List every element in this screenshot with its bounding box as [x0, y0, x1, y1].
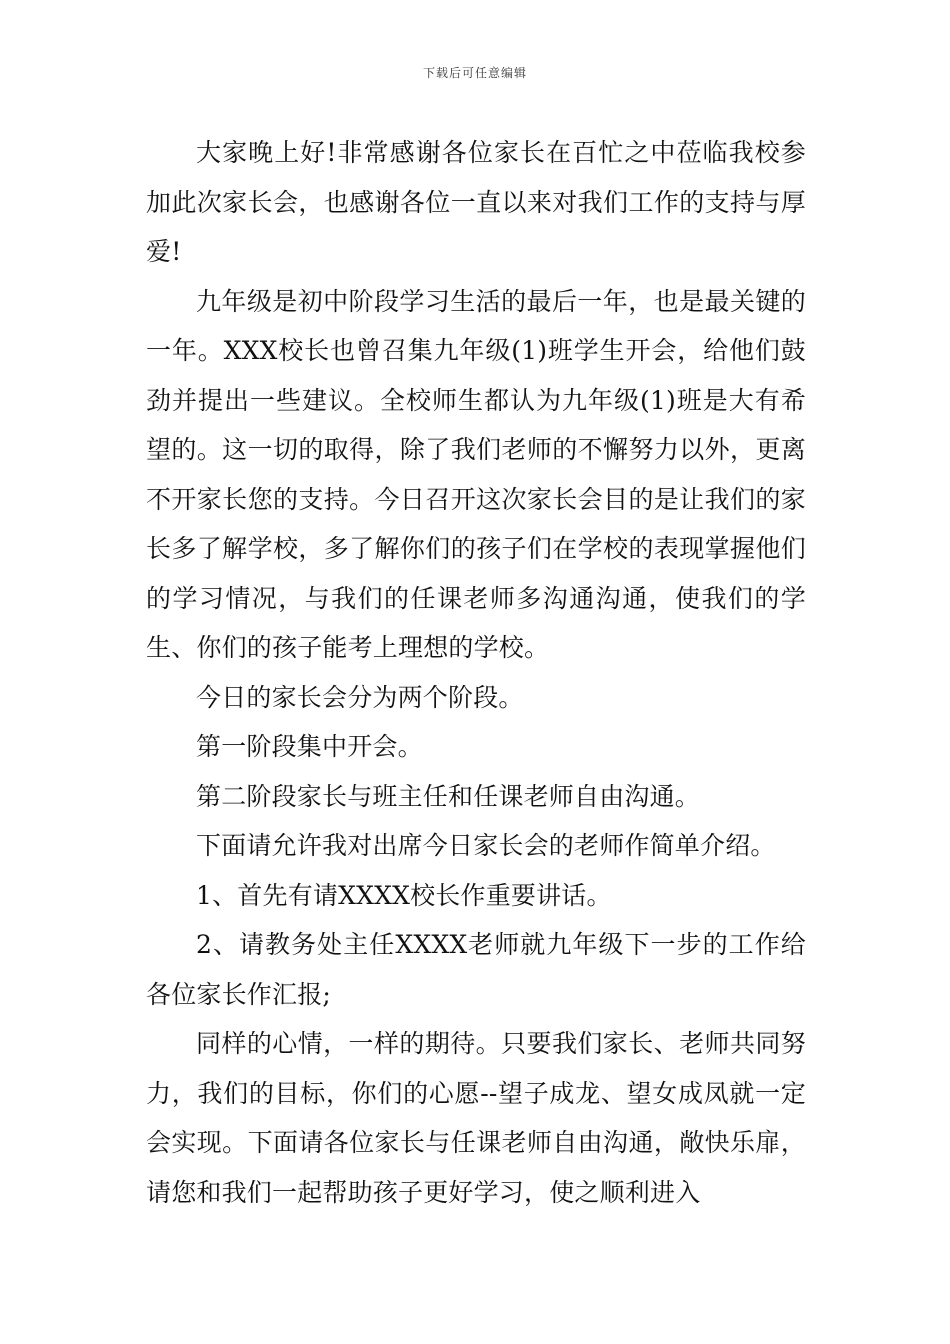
paragraph-teacher-intro: 下面请允许我对出席今日家长会的老师作简单介绍。	[196, 831, 776, 860]
paragraph-stage-two: 第二阶段家长与班主任和任课老师自由沟通。	[196, 781, 701, 811]
paragraph-item-one: 1、首先有请XXXX校长作重要讲话。	[196, 880, 612, 910]
paragraph-greeting: 大家晚上好!非常感谢各位家长在百忙之中莅临我校参加此次家长会，也感谢各位一直以来对我们工作的支持与厚爱!	[146, 138, 806, 266]
page-header-note: 下载后可任意编辑	[422, 66, 527, 80]
document-body	[146, 128, 806, 1217]
paragraph-meeting-stages: 今日的家长会分为两个阶段。	[196, 682, 524, 712]
paragraph-grade-nine: 九年级是初中阶段学习生活的最后一年，也是最关键的一年。XXX校长也曾召集九年级(1)班学生开会，给他们鼓劲并提出一些建议。全校师生都认为九年级(1)班是大有希望的。这一切的取得，除了我们老师的不懈努力以外，更离不开家长您的支持。今日召开这次家长会目的是让我们的家长多了解学校，多了解你们的孩子们在学校的表现掌握他们的学习情况，与我们的任课老师多沟通沟通，使我们的学生、你们的孩子能考上理想的学校。	[146, 286, 806, 662]
paragraph-stage-one: 第一阶段集中开会。	[196, 732, 423, 761]
paragraph-closing: 同样的心情，一样的期待。只要我们家长、老师共同努力，我们的目标，你们的心愿--望子成龙、望女成凤就一定会实现。下面请各位家长与任课老师自由沟通，敞快乐扉，请您和我们一起帮助孩子更好学习，使之顺利进入	[146, 1029, 806, 1207]
paragraph-item-two: 2、请教务处主任XXXX老师就九年级下一步的工作给各位家长作汇报;	[146, 930, 806, 1009]
